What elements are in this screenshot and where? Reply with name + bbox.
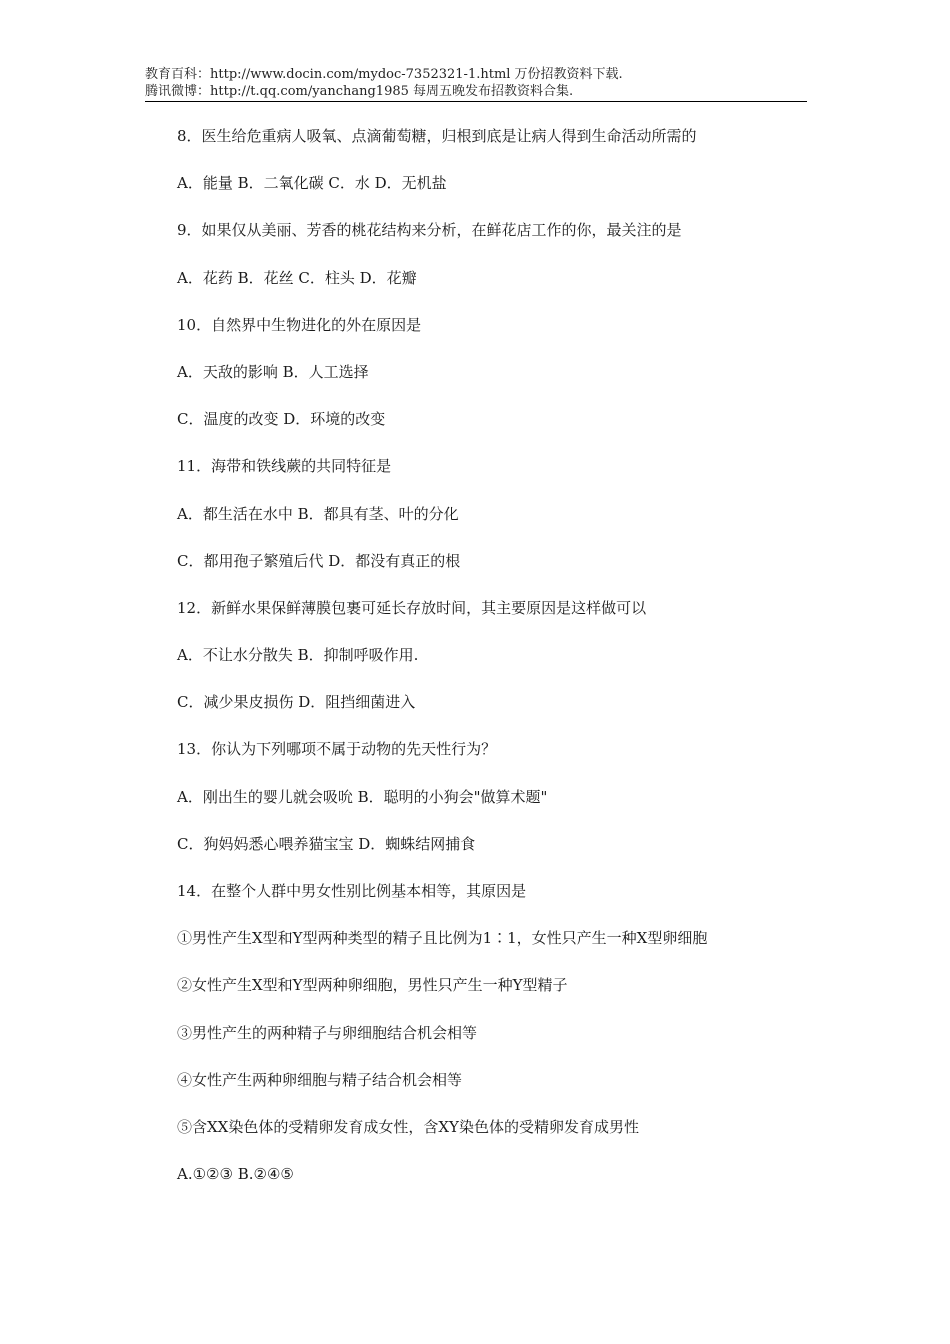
- question-13-options-cd: C．狗妈妈悉心喂养猫宝宝 D．蜘蛛结网捕食: [177, 834, 476, 853]
- question-12-options-cd: C．减少果皮损伤 D．阻挡细菌进入: [177, 693, 416, 712]
- question-14-statement-3: ③男性产生的两种精子与卵细胞结合机会相等: [177, 1023, 478, 1042]
- question-12: 12．新鲜水果保鲜薄膜包裹可延长存放时间，其主要原因是这样做可以: [177, 598, 647, 617]
- document-body: [177, 123, 817, 1208]
- question-8-options: A．能量 B．二氧化碳 C．水 D．无机盐: [177, 174, 447, 193]
- question-11: 11．海带和铁线蕨的共同特征是: [177, 457, 392, 476]
- question-14-statement-4: ④女性产生两种卵细胞与精子结合机会相等: [177, 1070, 463, 1089]
- page-header: [145, 66, 807, 100]
- question-14: 14．在整个人群中男女性别比例基本相等，其原因是: [177, 882, 527, 900]
- question-9-options: A．花药 B．花丝 C．柱头 D．花瓣: [177, 268, 417, 287]
- question-10: 10．自然界中生物进化的外在原因是: [177, 315, 422, 334]
- question-13: 13．你认为下列哪项不属于动物的先天性行为？: [177, 740, 497, 759]
- question-14-options: A.①②③ B.②④⑤: [177, 1165, 294, 1184]
- question-10-options-ab: A．天敌的影响 B．人工选择: [177, 362, 369, 381]
- question-10-options-cd: C．温度的改变 D．环境的改变: [177, 410, 386, 429]
- question-8: 8．医生给危重病人吸氧、点滴葡萄糖，归根到底是让病人得到生命活动所需的: [177, 127, 697, 145]
- question-14-statement-2: ②女性产生X型和Y型两种卵细胞，男性只产生一种Y型精子: [177, 976, 568, 995]
- question-14-statement-5: ⑤含XX染色体的受精卵发育成女性，含XY染色体的受精卵发育成男性: [177, 1117, 639, 1136]
- header-line-weibo: 腾讯微博：http://t.qq.com/yanchang1985 每周五晚发布招教资料合集.: [145, 84, 574, 99]
- question-13-options-ab: A．刚出生的婴儿就会吸吮 B．聪明的小狗会"做算术题": [177, 787, 548, 806]
- question-11-options-ab: A．都生活在水中 B．都具有茎、叶的分化: [177, 504, 459, 523]
- header-divider: [145, 101, 807, 102]
- question-14-statement-1: ①男性产生X型和Y型两种类型的精子且比例为1∶1，女性只产生一种X型卵细胞: [177, 929, 708, 948]
- header-line-docin: 教育百科：http://www.docin.com/mydoc-7352321-1.html 万份招教资料下载.: [145, 67, 623, 82]
- question-11-options-cd: C．都用孢子繁殖后代 D．都没有真正的根: [177, 551, 461, 570]
- question-9: 9．如果仅从美丽、芳香的桃花结构来分析，在鲜花店工作的你，最关注的是: [177, 221, 682, 240]
- question-12-options-ab: A．不让水分散失 B．抑制呼吸作用.: [177, 646, 419, 665]
